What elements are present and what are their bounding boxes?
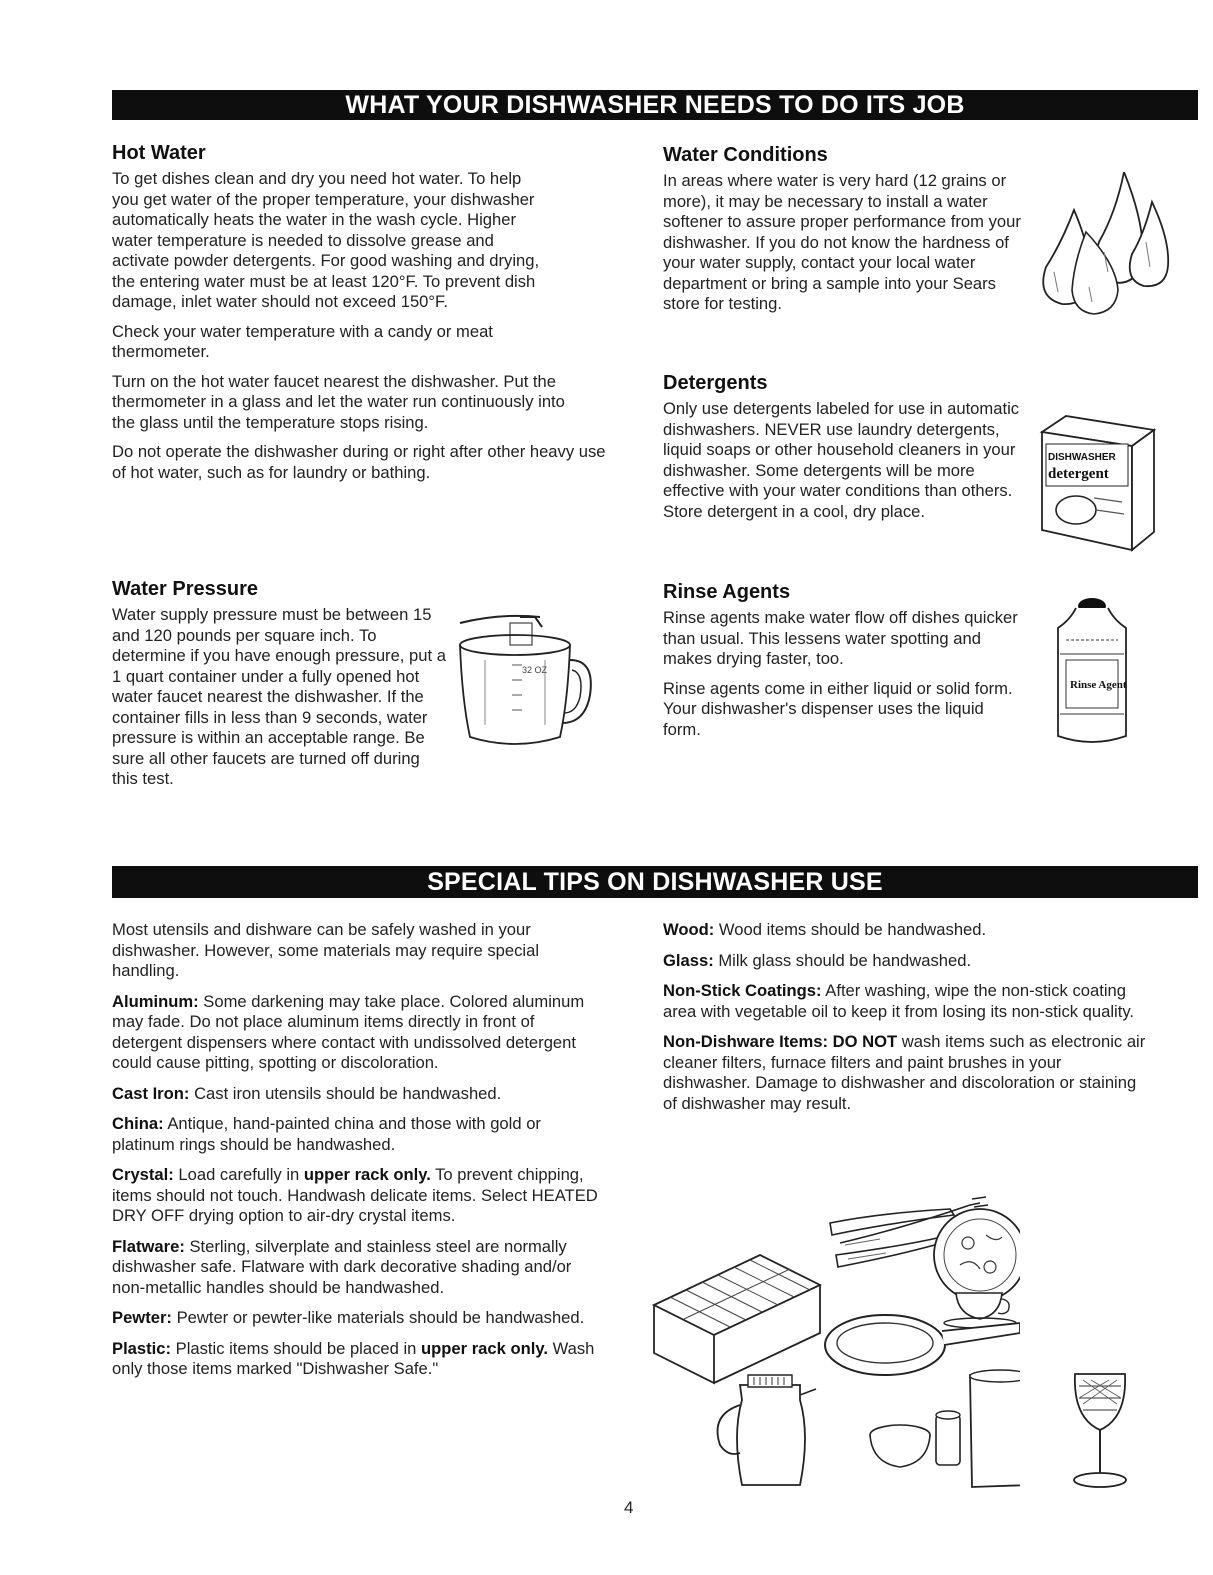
water-pressure-paragraph: Water supply pressure must be between 15 and 120 pounds per square inch. To determine if you have enough pressure, put a 1 quart container under a fully opened hot water faucet nearest the dishwasher. If the container fills in less than 9 seconds, water pressure is within an acceptable range. Be sure all other faucets are turned off during this test. bbox=[112, 605, 446, 788]
cup-label: 32 OZ bbox=[522, 665, 548, 675]
dishware-illustration bbox=[650, 1195, 1020, 1495]
tip-china-text: Antique, hand-painted china and those with gold or platinum rings should be handwashed. bbox=[112, 1114, 541, 1154]
tip-non-stick bbox=[663, 981, 1153, 1022]
hot-water-paragraph-2: Check your water temperature with a candy or meat thermometer. bbox=[112, 321, 493, 361]
tip-wood-text: Wood items should be handwashed. bbox=[714, 920, 987, 939]
measuring-cup-icon bbox=[450, 605, 600, 755]
tip-wood-term: Wood: bbox=[663, 920, 715, 939]
wine-glass-icon bbox=[1065, 1368, 1135, 1493]
tip-crystal-text-1: Load carefully in bbox=[173, 1165, 304, 1184]
tip-aluminum-term: Aluminum: bbox=[112, 991, 199, 1011]
banner-title-2: SPECIAL TIPS ON DISHWASHER USE bbox=[427, 868, 883, 896]
detergents-paragraph: Only use detergents labeled for use in automatic dishwashers. NEVER use laundry detergents, liquid soaps or other household cleaners in your dishwasher. Some detergents will be more effective with your water conditions than others. Store detergent in a cool, dry place. bbox=[663, 399, 1020, 521]
tip-cast-iron bbox=[112, 1084, 602, 1105]
tip-non-dishware-text: wash items such as electronic air cleaner filters, furnace filters and paint brushes in your dishwasher. Damage to dishwasher and discoloration or staining of dishwasher may result. bbox=[663, 1032, 1146, 1113]
shaker-icon bbox=[936, 1411, 960, 1465]
tip-crystal bbox=[112, 1165, 602, 1227]
rinse-agent-bottle-icon bbox=[1040, 596, 1140, 750]
section-banner-requirements bbox=[112, 90, 1198, 120]
tips-intro: Most utensils and dishware can be safely washed in your dishwasher. However, some materials may require special handling. bbox=[112, 920, 540, 980]
hot-water-section bbox=[112, 142, 612, 483]
bottle-label: Rinse Agent bbox=[1070, 679, 1127, 691]
tip-plastic-term: Plastic: bbox=[112, 1338, 172, 1358]
water-drops-icon bbox=[1034, 172, 1174, 320]
plate-icon bbox=[934, 1209, 1020, 1301]
special-tips-left-column bbox=[112, 920, 602, 1390]
tip-glass bbox=[663, 951, 1153, 972]
rinse-agents-paragraph-1: Rinse agents make water flow off dishes quicker than usual. This lessens water spotting and makes drying faster, too. bbox=[663, 608, 1018, 668]
detergent-box-icon bbox=[1036, 410, 1161, 555]
tip-non-dishware-term: Non-Dishware Items: bbox=[663, 1032, 829, 1051]
skillet-icon bbox=[825, 1315, 1020, 1375]
tip-pewter-text: Pewter or pewter-like materials should be handwashed. bbox=[171, 1308, 585, 1327]
tip-crystal-bold: upper rack only. bbox=[303, 1165, 431, 1184]
special-tips-right-column bbox=[663, 920, 1153, 1124]
tip-plastic-text-2: Wash only those items marked "Dishwasher Safe." bbox=[112, 1338, 595, 1378]
tip-plastic bbox=[112, 1339, 602, 1380]
detergents-heading: Detergents bbox=[663, 372, 768, 394]
tip-china bbox=[112, 1114, 602, 1155]
rinse-agents-section bbox=[663, 581, 1033, 740]
tip-pewter bbox=[112, 1308, 602, 1329]
tip-china-term: China: bbox=[112, 1114, 164, 1133]
tip-cast-iron-term: Cast Iron: bbox=[112, 1083, 190, 1103]
tip-glass-term: Glass: bbox=[663, 950, 714, 970]
tip-wood bbox=[663, 920, 1153, 941]
tip-flatware bbox=[112, 1237, 602, 1299]
tip-non-dishware bbox=[663, 1032, 1153, 1114]
tip-non-stick-text: After washing, wipe the non-stick coating area with vegetable oil to keep it from losing its non-stick quality. bbox=[663, 981, 1135, 1021]
tip-crystal-term: Crystal: bbox=[112, 1165, 174, 1184]
tip-crystal-text-2: To prevent chipping, items should not touch. Handwash delicate items. Select HEATED DRY OFF drying option to air-dry crystal items. bbox=[112, 1165, 598, 1225]
hot-water-paragraph-1: To get dishes clean and dry you need hot water. To help you get water of the proper temperature, your dishwasher automatically heats the water in the wash cycle. Higher water temperature is needed to dissolve grease and activate powder detergents. For good washing and drying, the entering water must be at least 120°F. To prevent dish damage, inlet water should not exceed 150°F. bbox=[112, 169, 540, 311]
section-banner-special-tips bbox=[112, 866, 1198, 898]
banner-title: WHAT YOUR DISHWASHER NEEDS TO DO ITS JOB bbox=[345, 91, 965, 119]
page-number: 4 bbox=[624, 1498, 634, 1517]
water-pressure-heading: Water Pressure bbox=[112, 578, 258, 600]
box-label-main: detergent bbox=[1048, 466, 1109, 482]
water-conditions-heading: Water Conditions bbox=[663, 144, 828, 166]
tip-plastic-bold: upper rack only. bbox=[421, 1338, 548, 1358]
water-conditions-section bbox=[663, 144, 1033, 315]
detergents-section bbox=[663, 372, 1033, 522]
tip-aluminum bbox=[112, 992, 602, 1074]
tip-flatware-text: Sterling, silverplate and stainless steel are normally dishwasher safe. Flatware with dark decorative shading and/or non-metallic handles should be handwashed. bbox=[112, 1236, 572, 1297]
tip-glass-text: Milk glass should be handwashed. bbox=[713, 950, 972, 970]
coffee-pot-icon bbox=[718, 1375, 817, 1485]
tip-non-dishware-bold: DO NOT bbox=[828, 1032, 898, 1051]
box-label-top: DISHWASHER bbox=[1048, 452, 1116, 463]
hot-water-paragraph-3: Turn on the hot water faucet nearest the dishwasher. Put the thermometer in a glass and let the water run continuously into the glass until the temperature stops rising. bbox=[112, 371, 565, 432]
tip-pewter-term: Pewter: bbox=[112, 1308, 172, 1327]
rinse-agents-paragraph-2: Rinse agents come in either liquid or solid form. Your dishwasher's dispenser uses the liquid form. bbox=[663, 678, 1013, 739]
rinse-agents-heading: Rinse Agents bbox=[663, 581, 791, 603]
teacup-icon bbox=[944, 1293, 1016, 1328]
tip-cast-iron-text: Cast iron utensils should be handwashed. bbox=[189, 1083, 502, 1103]
water-conditions-paragraph: In areas where water is very hard (12 grains or more), it may be necessary to install a water softener to assure proper performance from your dishwasher. If you do not know the hardness of your water supply, contact your local water department or bring a sample into your Sears store for testing. bbox=[663, 171, 1021, 313]
pitcher-icon bbox=[970, 1370, 1020, 1487]
hot-water-paragraph-4: Do not operate the dishwasher during or right after other heavy use of hot water, such as for laundry or bathing. bbox=[112, 442, 606, 482]
ice-tray-icon bbox=[654, 1255, 820, 1383]
hot-water-heading: Hot Water bbox=[112, 142, 206, 164]
tip-plastic-text-1: Plastic items should be placed in bbox=[171, 1338, 421, 1358]
tip-flatware-term: Flatware: bbox=[112, 1236, 185, 1256]
bowl-icon bbox=[870, 1425, 930, 1467]
tip-non-stick-term: Non-Stick Coatings: bbox=[663, 981, 822, 1000]
tip-aluminum-text: Some darkening may take place. Colored aluminum may fade. Do not place aluminum items directly in front of detergent dispensers where contact with undissolved detergent could cause pitting, spotting or discoloration. bbox=[112, 991, 585, 1072]
